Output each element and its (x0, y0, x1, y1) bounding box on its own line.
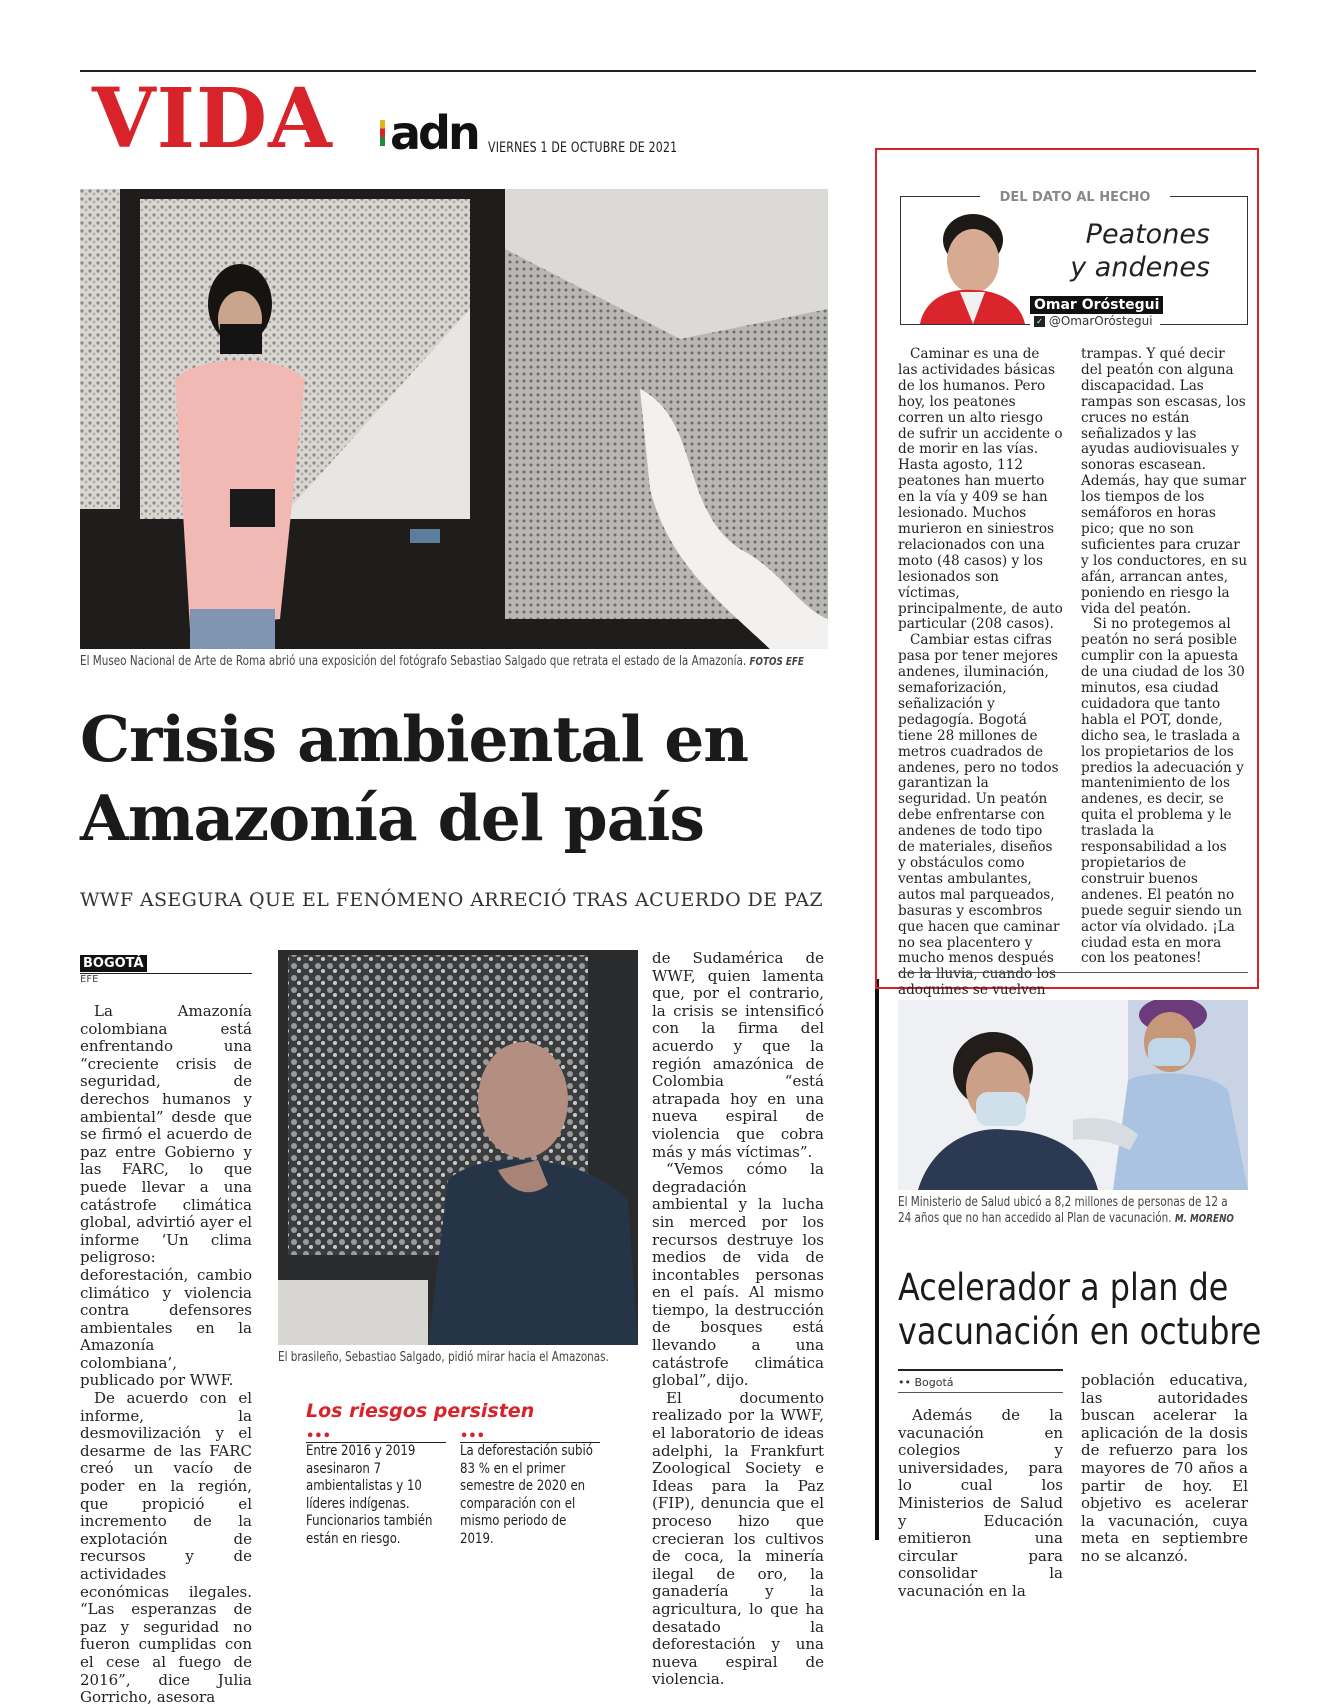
opinion-column-1 (898, 347, 1063, 999)
opinion-frame-right (1247, 196, 1248, 324)
opinion-frame-left (900, 196, 901, 324)
author-name: Omar Oróstegui (1030, 296, 1163, 314)
paragraph: Además de la vacunación en colegios y universidades, para lo cual los Ministerios de Salud y Educación emitieron una circular para consolidar la vacunación en la (898, 1406, 1063, 1600)
caption-text: El Museo Nacional de Arte de Roma abrió una exposición del fotógrafo Sebastiao Salgado que retrata el estado de la Amazonía. (80, 654, 747, 669)
opinion-column-2 (1081, 347, 1248, 967)
paragraph: Si no protegemos al peatón no será posible cumplir con la apuesta de una ciudad de los 30 minutos, esa ciudad cuidadora que tanto habla el POT, donde, dicho sea, le traslada a los propietarios de los predios la adecuación y mantenimiento de los andenes, es decir, se quita el problema y le traslada la responsabilidad a los propietarios de construir buenos andenes. El peatón no puede seguir siendo un actor vía olvidado. ¡La ciudad esta en mora con los peatones! (1081, 616, 1245, 967)
main-photo-caption (80, 654, 804, 669)
location-tag: BOGOTÁ (80, 955, 147, 972)
vaccine-column-1 (898, 1407, 1063, 1601)
dots-marker: ••• (306, 1429, 331, 1444)
article-headline (80, 700, 840, 858)
paragraph: El documento realizado por la WWF, el laboratorio de ideas adelphi, la Frankfurt Zoological Society e Ideas para la Paz (FIP), denuncia que el proceso hizo que crecieran los cultivos de coca, la minería ilegal de oro, la ganadería y la agricultura, lo que ha desatado la deforestación y una nueva espiral de violencia. (652, 1388, 824, 1689)
byline-dots: •• (898, 1376, 915, 1389)
opinion-frame-bottom-right (1160, 324, 1248, 325)
photo-credit: M. MORENO (1174, 1212, 1234, 1225)
salgado-caption: El brasileño, Sebastiao Salgado, pidió mirar hacia el Amazonas. (278, 1350, 609, 1365)
column-divider (875, 979, 879, 1540)
vaccine-byline (898, 1369, 1063, 1393)
agency-label: EFE (80, 973, 252, 985)
vaccine-column-2 (1081, 1372, 1248, 1566)
headline-line-1: Crisis ambiental en (80, 702, 749, 776)
byline (80, 952, 252, 985)
fact-text: Entre 2016 y 2019 asesinaron 7 ambientalistas y 10 líderes indígenas. Funcionarios también están en riesgo. (306, 1443, 433, 1547)
article-deck: WWF ASEGURA QUE EL FENÓMENO ARRECIÓ TRAS ACUERDO DE PAZ (80, 889, 824, 911)
fact-1 (306, 1429, 446, 1548)
paragraph: trampas. Y qué decir del peatón con alguna discapacidad. Las rampas son escasas, los cruces no están señalizados y las ayudas audiovisuales y sonoras escasean. Además, hay que sumar los tiempos de los semáforos en horas pico; que no son suficientes para cruzar y los conductores, en su afán, arrancan antes, poniendo en riesgo la vida del peatón. (1081, 346, 1248, 617)
author-portrait (915, 206, 1025, 324)
photo-credit: FOTOS EFE (749, 655, 804, 668)
fact-text: La deforestación subió 83 % en el primer semestre de 2020 en comparación con el mismo periodo de 2019. (460, 1443, 593, 1547)
column-title-line-2: y andenes (1070, 252, 1210, 283)
fact-2 (460, 1429, 600, 1548)
adn-logo: adn (390, 106, 478, 160)
vaccine-location: Bogotá (914, 1376, 954, 1389)
paragraph: Caminar es una de las actividades básicas de los humanos. Pero hoy, los peatones corren un alto riesgo de sufrir un accidente o de morir en las vías. Hasta agosto, 112 peatones han muerto en la vía y 409 se han lesionado. Muchos murieron en siniestros relacionados con una moto (48 casos) y los lesionados son víctimas, principalmente, de auto particular (208 casos). (898, 346, 1063, 633)
vaccine-caption (898, 1195, 1242, 1227)
paragraph: población educativa, las autoridades buscan acelerar la aplicación de la dosis de refuerzo para los mayores de 70 años a partir de hoy. El objetivo es acelerar la vacunación, cuya meta en septiembre no se alcanzó. (1081, 1371, 1248, 1565)
paragraph: de Sudamérica de WWF, quien lamenta que, por el contrario, la crisis se intensificó con la firma del acuerdo y que la región amazónica de Colombia “está atrapada hoy en una nueva espiral de violencia que cobra más y más víctimas”. (652, 949, 824, 1161)
twitter-handle: @OmarOróstegui (1048, 314, 1153, 328)
vaccine-photo (898, 1000, 1248, 1190)
risks-heading: Los riesgos persisten (306, 1400, 535, 1422)
paragraph: Cambiar estas cifras pasa por tener mejores andenes, iluminación, semaforización, señalización y pedagogía. Bogotá tiene 28 millones de metros cuadrados de andenes, pero no todos garantizan la seguridad. Un peatón debe enfrentarse con andenes de todo tipo de materiales, diseños y obstáculos como ventas ambulantes, autos mal parqueados, basuras y escombros que hacen que caminar no sea placentero y mucho menos después de la lluvia, cuando los adoquines se vuelven (898, 632, 1060, 999)
section-title: VIDA (92, 71, 333, 167)
article-column-1 (80, 1003, 252, 1707)
column-title (1040, 218, 1210, 284)
vaccine-headline-line-1: Acelerador a plan de (898, 1266, 1229, 1309)
vaccine-headline-line-2: vacunación en octubre (898, 1310, 1262, 1353)
caption-text: El Ministerio de Salud ubicó a 8,2 millones de personas de 12 a 24 años que no han accedido al Plan de vacunación. (898, 1195, 1228, 1226)
paragraph: “Vemos cómo la degradación ambiental y la lucha sin merced por los recursos destruye los medios de vida de incontables personas en el país. Al mismo tiempo, la destrucción de bosques está llevando a una catástrofe climática global”, dijo. (652, 1160, 824, 1390)
article-column-3 (652, 950, 824, 1689)
vaccine-headline (898, 1266, 1262, 1354)
edition-date: VIERNES 1 DE OCTUBRE DE 2021 (488, 140, 678, 156)
column-title-line-1: Peatones (1085, 219, 1210, 250)
byline-rule (898, 1392, 1063, 1393)
paragraph: De acuerdo con el informe, la desmovilización y el desarme de las FARC creó un vacío de poder en la región, que propició el incremento de la explotación de recursos y de actividades económicas ilegales. “Las esperanzas de paz y seguridad no fueron cumplidas con el cese al fuego de 2016”, dice Julia Gorricho, asesora (80, 1389, 252, 1707)
author-handle (1034, 314, 1153, 328)
opinion-frame-bottom (900, 324, 1030, 325)
dots-marker: ••• (460, 1429, 485, 1444)
main-photo (80, 189, 828, 649)
column-kicker: DEL DATO AL HECHO (980, 190, 1170, 205)
headline-line-2: Amazonía del país (80, 780, 704, 855)
logo-color-bar (380, 120, 385, 146)
opinion-bottom-rule (898, 972, 1248, 973)
paragraph: La Amazonía colombiana está enfrentando una “creciente crisis de seguridad, de derechos humanos y ambiental” desde que se firmó el acuerdo de paz entre Gobierno y las FARC, lo que puede llevar a una catástrofe climática global, advirtió ayer el informe ‘Un clima peligroso: deforestación, cambio climático y violencia contra defensores ambientales en la Amazonía colombiana’, publicado por WWF. (80, 1002, 252, 1390)
twitter-icon: ✓ (1034, 316, 1045, 327)
salgado-photo (278, 950, 638, 1345)
